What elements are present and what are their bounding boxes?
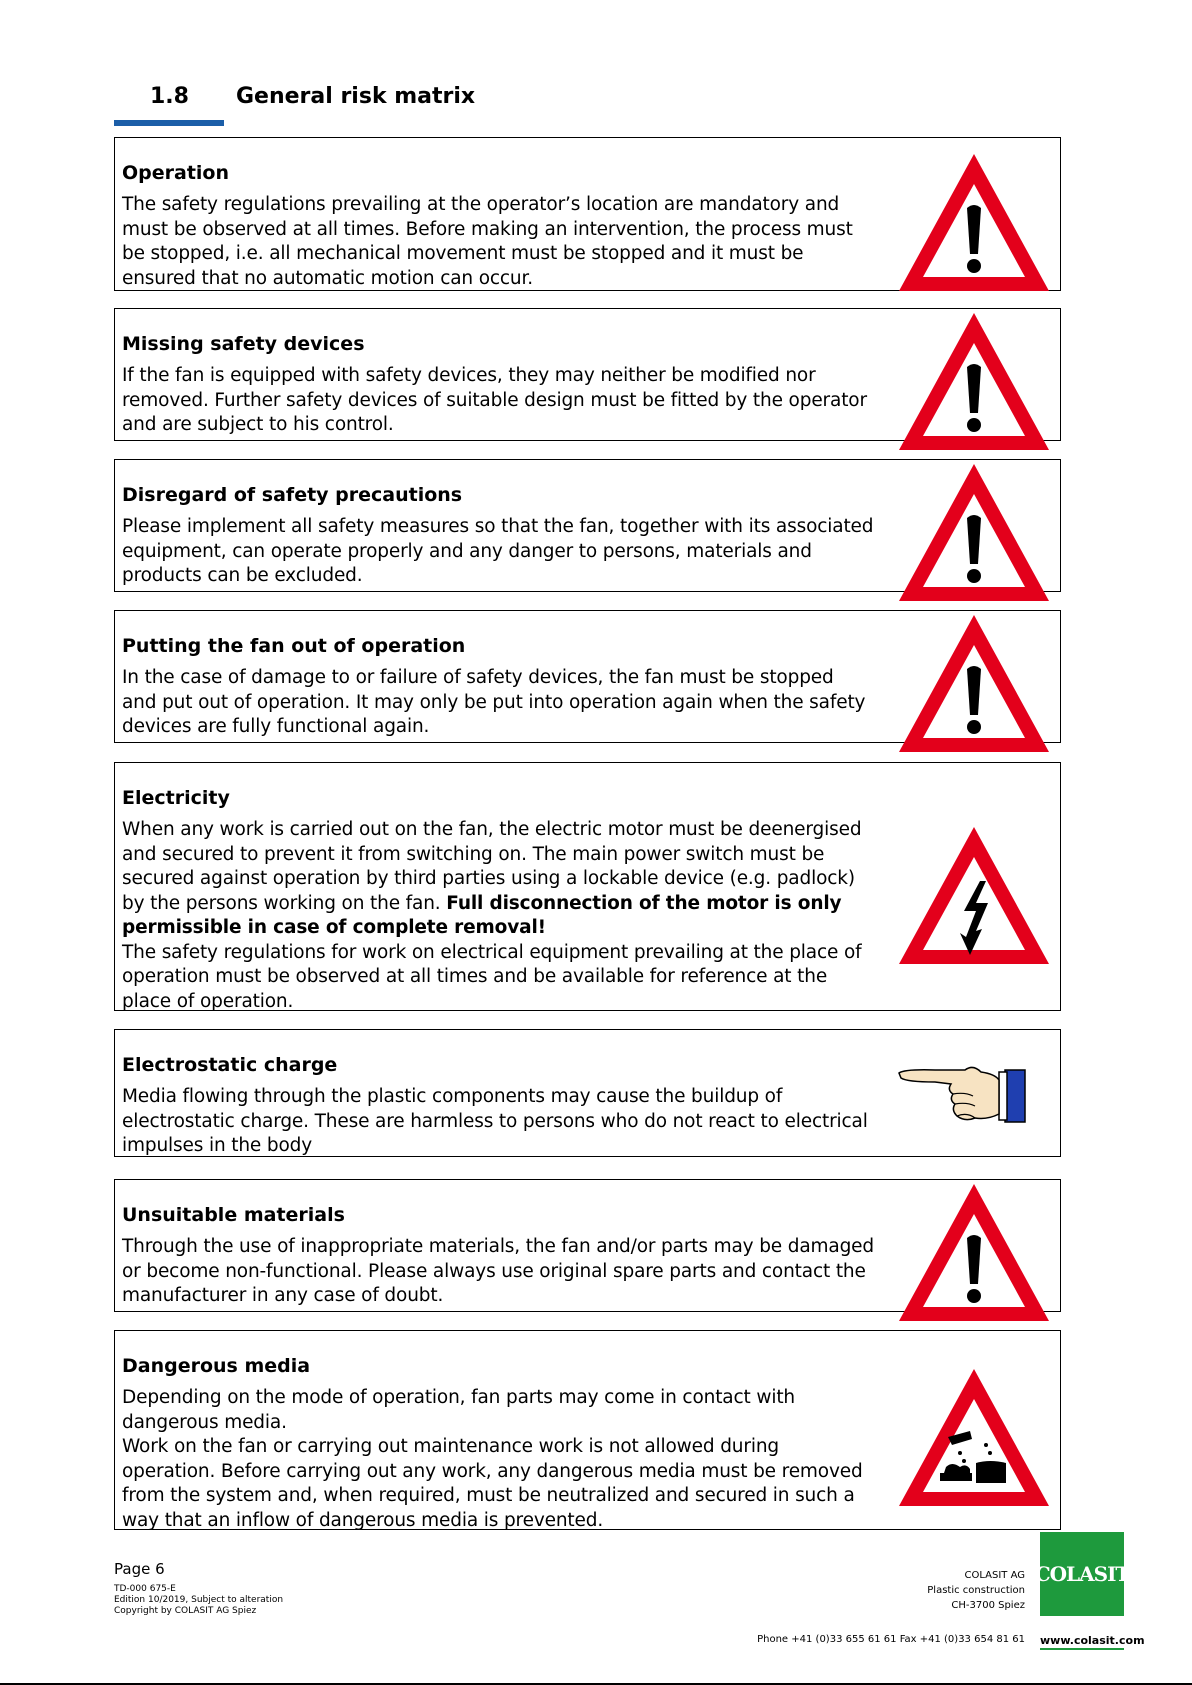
risk-title: Unsuitable materials xyxy=(122,1204,345,1226)
warning-exclamation-icon xyxy=(894,607,1054,767)
risk-title: Electricity xyxy=(122,787,230,809)
page-number: Page 6 xyxy=(114,1560,165,1578)
risk-text: If the fan is equipped with safety devices, they may neither be modified nor removed. Further safety devices of suitable design must be fitted by the operator and are subject to his control. xyxy=(122,365,867,435)
warning-exclamation-icon xyxy=(894,1176,1054,1336)
colasit-logo: COLASIT xyxy=(1040,1532,1124,1616)
risk-title: Dangerous media xyxy=(122,1355,311,1377)
risk-item-electricity xyxy=(114,762,1061,1011)
warning-corrosive-icon xyxy=(894,1361,1054,1521)
heading-underline xyxy=(114,120,224,126)
website-link[interactable]: www.colasit.com xyxy=(1040,1634,1145,1647)
section-title: General risk matrix xyxy=(236,84,476,109)
risk-item-disregard-safety-precautions xyxy=(114,459,1061,592)
warning-exclamation-icon xyxy=(894,305,1054,465)
website-underline xyxy=(1040,1648,1124,1650)
contact-phone-fax: Phone +41 (0)33 655 61 61 Fax +41 (0)33 654 81 61 xyxy=(757,1634,1025,1645)
risk-item-unsuitable-materials xyxy=(114,1179,1061,1312)
risk-item-dangerous-media xyxy=(114,1330,1061,1530)
warning-electricity-icon xyxy=(894,819,1054,979)
risk-title: Operation xyxy=(122,162,230,184)
edition-note: Edition 10/2019, Subject to alteration xyxy=(114,1595,284,1605)
risk-text: Media flowing through the plastic components may cause the buildup of electrostatic charge. These are harmless to persons who do not react to electrical impulses in the body xyxy=(122,1086,868,1156)
risk-title: Missing safety devices xyxy=(122,333,365,355)
warning-exclamation-icon xyxy=(894,146,1054,306)
risk-text: Depending on the mode of operation, fan parts may come in contact with dangerous media. Work on the fan or carrying out maintenance work is not allowed during operation. Before carrying out any work, any dangerous media must be removed from the system and, when required, must be neutralized and secured in such a way that an inflow of dangerous media is prevented. xyxy=(122,1387,863,1531)
warning-exclamation-icon xyxy=(894,456,1054,616)
risk-text: Please implement all safety measures so that the fan, together with its associated equipment, can operate properly and any danger to persons, materials and products can be excluded. xyxy=(122,516,874,586)
risk-title: Electrostatic charge xyxy=(122,1054,338,1076)
copyright-note: Copyright by COLASIT AG Spiez xyxy=(114,1606,257,1616)
risk-text: Through the use of inappropriate materials, the fan and/or parts may be damaged or become non-functional. Please always use original spare parts and contact the manufacturer in any case of doubt. xyxy=(122,1236,875,1306)
risk-title: Putting the fan out of operation xyxy=(122,635,466,657)
pointing-hand-icon xyxy=(895,1060,1030,1130)
doc-id: TD-000 675-E xyxy=(114,1584,176,1594)
risk-text: When any work is carried out on the fan, the electric motor must be deenergised and secured to prevent it from switching on. The main power switch must be secured against operation by third parties using a lockable device (e.g. padlock) by the persons working on the fan. Full disconnection of the motor is only permissible in case of complete removal! The safety regulations for work on electrical equipment prevailing at the place of operation must be observed at all times and be available for reference at the place of operation. xyxy=(122,819,862,1012)
company-address: COLASIT AG Plastic construction CH-3700 Spiez xyxy=(927,1570,1025,1611)
risk-item-operation xyxy=(114,137,1061,291)
risk-item-electrostatic-charge xyxy=(114,1029,1061,1157)
risk-item-missing-safety-devices xyxy=(114,308,1061,441)
risk-text: The safety regulations prevailing at the operator’s location are mandatory and must be observed at all times. Before making an intervention, the process must be stopped, i.e. all mechanical movement must be stopped and it must be ensured that no automatic motion can occur. xyxy=(122,194,853,289)
risk-item-putting-fan-out-of-operation xyxy=(114,610,1061,743)
risk-title: Disregard of safety precautions xyxy=(122,484,463,506)
risk-text: In the case of damage to or failure of safety devices, the fan must be stopped and put out of operation. It may only be put into operation again when the safety devices are fully functional again. xyxy=(122,667,866,737)
section-number: 1.8 xyxy=(150,84,189,109)
